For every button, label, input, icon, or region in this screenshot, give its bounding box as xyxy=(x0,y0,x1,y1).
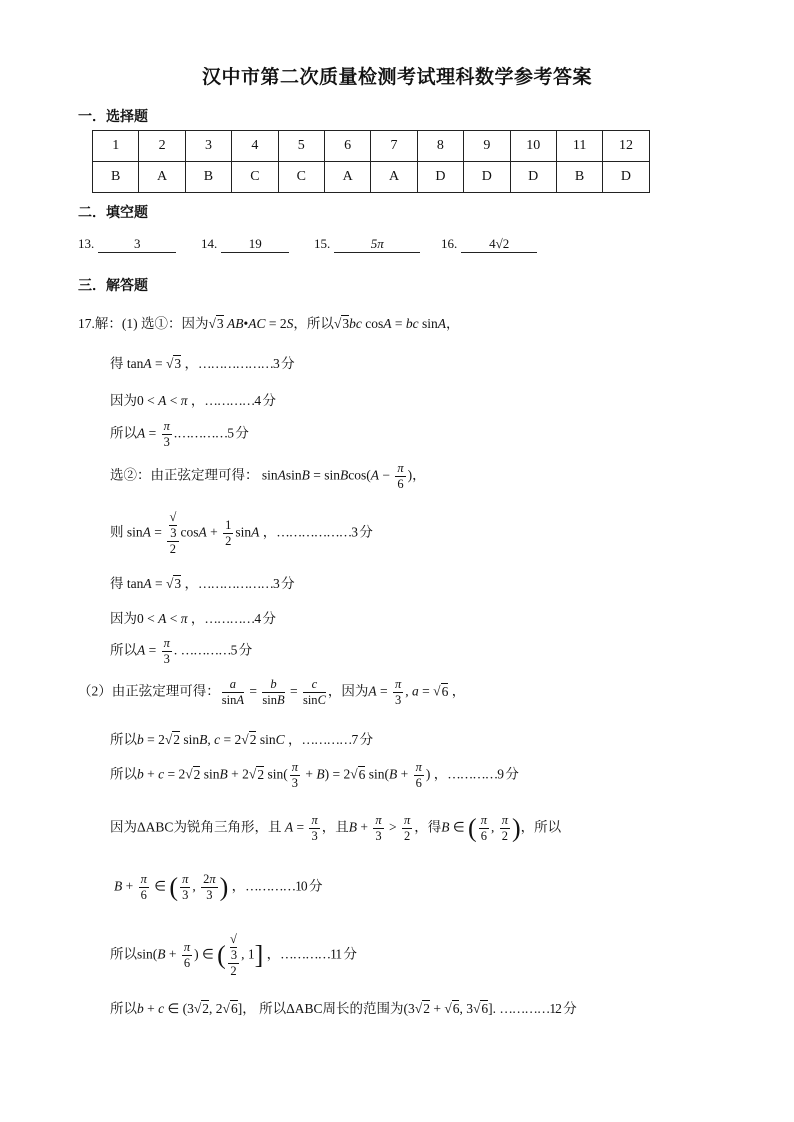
answer-cell: D xyxy=(417,162,463,193)
q17-l1-mid: ，所以 xyxy=(293,316,334,331)
score-7: …………7 分 xyxy=(301,732,373,747)
answer-cell: D xyxy=(464,162,510,193)
answer-row xyxy=(93,162,650,193)
q17-de-2: 得 xyxy=(110,576,124,591)
score-10: …………10 分 xyxy=(245,878,322,894)
answer-cell: B xyxy=(185,162,231,193)
section-solve: 三．解答题 xyxy=(78,278,148,294)
question-number-cell: 2 xyxy=(139,131,185,162)
question-number-cell: 5 xyxy=(278,131,324,162)
q17-de: 得 xyxy=(110,356,124,371)
q17-yinwei-2: 因为 xyxy=(110,611,137,626)
q17-line-a-1: 所以A = $\frac{\pi}{3}$ .…………5 分 xyxy=(110,419,248,449)
q17-acute-3: ，得 xyxy=(414,819,442,835)
q17-ze: 则 xyxy=(110,524,124,540)
q17-part2-line-4: 因为ΔABC为锐角三角形，且 A = $\frac{\pi}{3}$ ，且B + $\frac{\pi}{3}$ > $\frac{\pi}{2}$ ，得B ∈ ( $\frac{\pi}{6}$ , $\frac{\pi}{2}$ )，所以 xyxy=(110,813,562,843)
q17-so-2: 所以 xyxy=(110,766,137,782)
q17-line-tan-1: 得 tanA = √3 ，………………3 分 xyxy=(110,356,294,371)
question-number-cell: 4 xyxy=(232,131,278,162)
fill-15 xyxy=(314,236,420,253)
answer-cell: B xyxy=(556,162,602,193)
q17-p2-head: （2）由正弦定理可得： xyxy=(78,683,220,699)
q17-acute-4: ，所以 xyxy=(520,819,562,835)
score-5a: …………5 分 xyxy=(177,425,248,441)
q17-suoyi-2: 所以 xyxy=(110,642,137,658)
score-4a: …………4 分 xyxy=(204,393,276,408)
q17-so-3: 所以 xyxy=(110,946,137,962)
fill-13-answer: 3 xyxy=(98,236,176,253)
score-3b: ………………3 分 xyxy=(276,524,372,540)
question-number-cell: 8 xyxy=(417,131,463,162)
q17-so-1: 所以 xyxy=(110,732,137,747)
q17-yinwei-1: 因为 xyxy=(110,393,137,408)
answer-table xyxy=(92,130,650,193)
fill-15-num: 15. xyxy=(314,236,331,251)
fill-16-num: 16. xyxy=(441,236,458,251)
question-number-cell: 10 xyxy=(510,131,556,162)
answer-cell: A xyxy=(371,162,417,193)
q17-line-range-1: 因为0 < A < π ，…………4 分 xyxy=(110,393,276,408)
q17-l1-head: 17.解：(1) 选①：因为 xyxy=(78,316,209,331)
question-number-cell: 3 xyxy=(185,131,231,162)
question-number-cell: 12 xyxy=(603,131,649,162)
q17-part2-line-1: （2）由正弦定理可得： $\frac{a}{\sin A}$ = $\frac{b}{\sin B}$ = $\frac{c}{\sin C}$ ，因为A = $\frac{\pi}{3}$ , a = √6 ， xyxy=(78,677,466,707)
question-number-row xyxy=(93,131,650,162)
q17-line-choice2: 选②：由正弦定理可得： sinAsinB = sinBcos(A − $\frac{\pi}{6}$ )， xyxy=(110,461,426,491)
q17-part2-line-2: 所以b = 2√2 sinB, c = 2√2 sinC ，…………7 分 xyxy=(110,732,373,747)
question-number-cell: 6 xyxy=(324,131,370,162)
question-number-cell: 9 xyxy=(464,131,510,162)
score-5b: …………5 分 xyxy=(180,642,252,658)
q17-line-a-2: 所以A = $\frac{\pi}{3}$ . …………5 分 xyxy=(110,636,252,666)
page-title: 汉中市第二次质量检测考试理科数学参考答案 xyxy=(201,66,592,88)
q17-acute-2: ，且 xyxy=(321,819,349,835)
q17-suoyi-1: 所以 xyxy=(110,425,137,441)
answer-cell: A xyxy=(324,162,370,193)
fill-14 xyxy=(201,236,289,253)
fill-14-answer: 19 xyxy=(221,236,289,253)
score-3a: ………………3 分 xyxy=(198,356,294,371)
fill-16 xyxy=(441,236,537,253)
q17-part2-line-7: 所以b + c ∈ (3√2, 2√6]， 所以ΔABC周长的范围为(3√2 + √6, 3√6]. …………12 分 xyxy=(110,1001,576,1016)
fill-14-num: 14. xyxy=(201,236,218,251)
q17-line-expand: 则 sinA = √ 3 2 cosA + $\frac{1}{2}$ sinA ，………………3 分 xyxy=(110,510,372,556)
q17-part2-line-6: 所以sin(B + $\frac{\pi}{6}$ ) ∈ ( √ 3 2 , 1] ，…………11 分 xyxy=(110,932,356,978)
answer-cell: C xyxy=(232,162,278,193)
answer-cell: D xyxy=(510,162,556,193)
q17-line-1: 17.解：(1) 选①：因为√3 AB•AC = 2S，所以√3bc cosA = bc sinA， xyxy=(78,316,460,331)
q17-so-4: 所以 xyxy=(110,1001,137,1016)
score-12: …………12 分 xyxy=(499,1001,576,1016)
q17-last-mid: ， 所以ΔABC周长的范围为 xyxy=(242,1001,404,1016)
score-9: …………9 分 xyxy=(447,766,518,782)
answer-cell: D xyxy=(603,162,649,193)
q17-part2-line-3: 所以b + c = 2√2 sinB + 2√2 sin( $\frac{\pi}{3}$ + B) = 2√6 sin(B + $\frac{\pi}{6}$ ) ，…………9 分 xyxy=(110,760,518,790)
q17-acute-1: 因为ΔABC为锐角三角形，且 xyxy=(110,819,282,835)
question-number-cell: 11 xyxy=(556,131,602,162)
q17-part2-line-5: B + $\frac{\pi}{6}$ ∈ ( $\frac{\pi}{3}$ , $\frac{2\pi}{3}$ ) ，…………10 分 xyxy=(114,872,322,902)
score-4b: …………4 分 xyxy=(204,611,276,626)
fill-13-num: 13. xyxy=(78,236,95,251)
fill-13 xyxy=(78,236,176,253)
section-choice: 一．选择题 xyxy=(78,109,148,125)
q17-line-range-2: 因为0 < A < π ，…………4 分 xyxy=(110,611,276,626)
section-fill: 二．填空题 xyxy=(78,205,148,221)
question-number-cell: 1 xyxy=(93,131,139,162)
answer-cell: A xyxy=(139,162,185,193)
score-11: …………11 分 xyxy=(280,946,356,962)
fill-16-answer: 4√2 xyxy=(461,236,537,253)
q17-line-tan-2: 得 tanA = √3 ，………………3 分 xyxy=(110,576,294,591)
answer-cell: C xyxy=(278,162,324,193)
score-3c: ………………3 分 xyxy=(198,576,294,591)
answer-cell: B xyxy=(93,162,139,193)
q17-p2-mid: ，因为 xyxy=(327,683,369,699)
fill-15-answer: 5π xyxy=(334,236,420,253)
question-number-cell: 7 xyxy=(371,131,417,162)
q17-choice2-head: 选②：由正弦定理可得： xyxy=(110,467,259,483)
